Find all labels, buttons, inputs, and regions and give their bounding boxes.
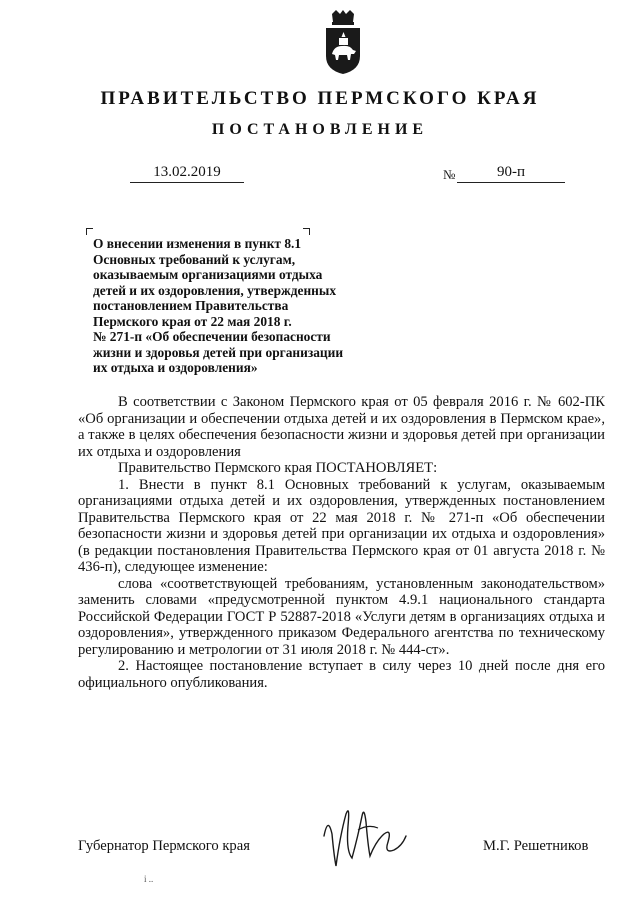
subject-line: оказываемым организациями отдыха (93, 267, 323, 282)
clause-1: 1. Внести в пункт 8.1 Основных требований к услугам, оказываемым организациями отдыха детей и их оздоровления, утвержденных постановлением Правительства Пермского края от 22 мая 2018 г. № 271-п «Об обеспечении безопасности жизни и здоровья детей при организации их отдыха и оздоровления» (в редакции постановления Правительства Пермского края от 01 августа 2018 г. № 436-п), следующее изменение: (78, 476, 605, 575)
subject-line: жизни и здоровья детей при организации (93, 344, 344, 360)
subject-bracket-left (86, 228, 93, 235)
subject-bracket-right (303, 228, 310, 235)
document-number: 90-п (457, 164, 565, 183)
document-date: 13.02.2019 (130, 164, 244, 183)
signatory-name: М.Г. Решетников (483, 838, 589, 854)
resolution-statement: Правительство Пермского края ПОСТАНОВЛЯЕТ: (118, 460, 438, 476)
document-subject (93, 236, 393, 376)
clause-2: 2. Настоящее постановление вступает в силу через 10 дней после дня его официального опубликования. (78, 658, 605, 691)
number-sign: № (443, 167, 456, 182)
perm-krai-coat-of-arms-icon (322, 10, 364, 74)
footer-mark: і .. (144, 874, 154, 884)
handwritten-signature-icon (318, 796, 408, 878)
signatory-position: Губернатор Пермского края (78, 838, 250, 854)
document-body (78, 394, 605, 691)
subject-line: их отдыха и оздоровления» (93, 360, 258, 375)
government-title: ПРАВИТЕЛЬСТВО ПЕРМСКОГО КРАЯ (100, 88, 540, 109)
preamble-paragraph: В соответствии с Законом Пермского края от 05 февраля 2016 г. № 602-ПК «Об организации и обеспечении отдыха детей и их оздоровления в Пермском крае», а также в целях обеспечения безопасности жизни и здоровья детей при организации их отдыха и оздоровления (78, 394, 605, 460)
subject-line: постановлением Правительства (93, 298, 289, 313)
clause-1-change: слова «соответствующей требованиям, установленным законодательством» заменить словами «предусмотренной пунктом 4.9.1 национального стандарта Российской Федерации ГОСТ Р 52887-2018 «Услуги детям в организациях отдыха и оздоровления», утвержденного приказом Федерального агентства по техническому регулированию и метрологии от 31 июля 2018 г. № 444-ст». (78, 575, 605, 658)
subject-line: Основных требований к услугам, (93, 251, 296, 267)
document-type-title: ПОСТАНОВЛЕНИЕ (211, 121, 429, 138)
subject-line: № 271-п «Об обеспечении безопасности (93, 329, 331, 344)
subject-line: О внесении изменения в пункт 8.1 (93, 236, 302, 251)
subject-line: детей и их оздоровления, утвержденных (93, 282, 337, 298)
subject-line: Пермского края от 22 мая 2018 г. (93, 313, 292, 329)
